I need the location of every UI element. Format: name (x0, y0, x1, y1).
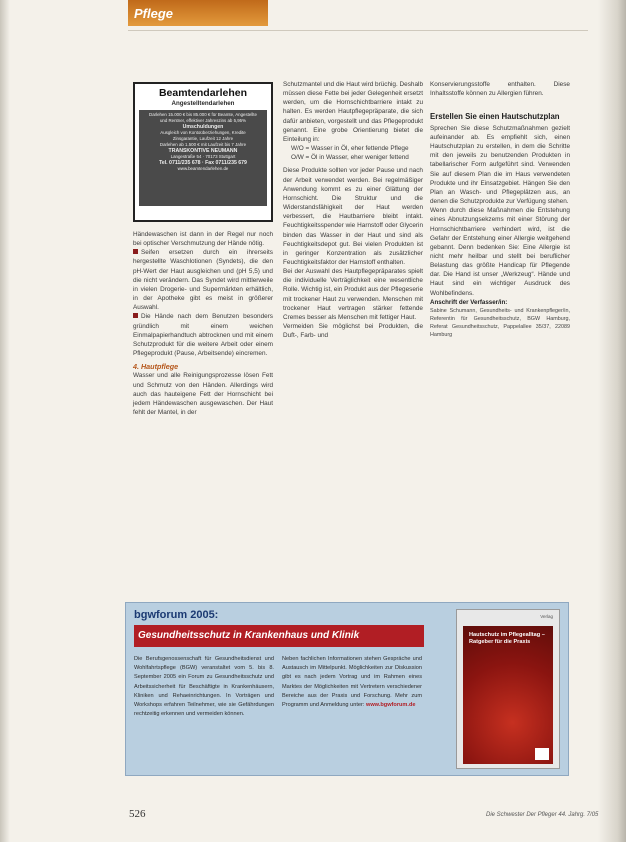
banner-text-middle (282, 655, 422, 710)
ad-line: und Rentner, effektiver Jahreszins ab 5,95% (159, 118, 247, 123)
banner-text-left: Die Berufsgenossenschaft für Gesundheitsdienst und Wohlfahrtspflege (BGW) veranstaltet vom 5. bis 8. September 2005 ein Forum zu Gesundheitsschutz und Arbeitssicherheit für Beschäftigte in Krankenhäusern, Kliniken und Rehaeinrichtungen. In Vorträgen und Workshops erfahren Teilnehmer, wie sie Gefährdungen rechtzeitig erkennen und vermeiden können. (134, 656, 274, 718)
paragraph: Sprechen Sie diese Schutzmaßnahmen gezielt aufeinander ab. Es empfiehlt sich, einen Hautschutzplan zu erstellen, in dem die Schritte mit den jeweils zu benutzenden Produkten in tabellarischer Form aufgeführt sind. Verwenden Sie auf diesem Plan die im Haus verwendeten Produkte und ihr Einsatzgebiet. Hängen Sie den Plan an Wasch- und Pflegeplätzen aus, an denen die Schutzprodukte zur Verfügung stehen. (430, 124, 570, 206)
paragraph: Schutzmantel und die Haut wird brüchig. Deshalb müssen diese Fette bei jeder Gelegenheit ersetzt werden, um die Hornschichtbarriere intakt zu halten. Es werden Hautpflegepräparate, die sich dafür anbieten, vorgestellt und das Pflegeprodukt genannt. Eine grobe Orientierung bietet die Einteilung in: (283, 81, 423, 143)
ad-line: Ausgleich von Kontoüberziehungen, Kredite (160, 130, 246, 135)
section-label: Pflege (134, 6, 174, 21)
ad-line: Darlehen 15.000 € bis 85.000 € für Beamte, Angestellte (149, 112, 257, 117)
paragraph: Wenn durch diese Maßnahmen die Entstehung eines Abnutzungsekzems mit einer Störung der Hornschichtbarriere verhindert wird, ist die Gefahr der Entstehung einer Allergie weitgehend gebannt. Denn bedenken Sie: Eine Allergie ist nicht mehr heilbar und stellt bei beruflicher Belastung das größte Handicap für Pflegende dar. Die Hand ist unser „Werkzeug“. Hände und Haut sind ein wichtiger Ausdruck des Wohlbefindens. (430, 207, 570, 297)
ad-line: TRANSKONTIVE NEUMANN (168, 148, 238, 154)
banner-title: bgwforum 2005: (134, 609, 219, 621)
ad-line: Langestraße 54 · 70173 Stuttgart (170, 154, 236, 159)
banner-subtitle: Gesundheitsschutz in Krankenhaus und Klinik (138, 630, 360, 641)
authors-heading: Anschrift der Verfasser/in: (430, 298, 508, 306)
column-1 (133, 230, 273, 417)
bullet-icon (133, 249, 138, 254)
column-3 (430, 80, 570, 339)
banner-text-middle-body: Neben fachlichen Informationen stehen Gespräche und Austausch im Mittelpunkt. Möglichkeiten zur Diskussion gibt es nach jedem Vortrag und im Rahmen eines Marktes der Möglichkeiten mit Vertretern verschiedener Bereiche aus der Praxis und Forschung. Mehr zum Programm und Anmeldung unter: (282, 656, 422, 709)
top-rule (128, 30, 588, 31)
column-2 (283, 80, 423, 340)
banner-subtitle-bar (134, 625, 424, 647)
page-edge-right (598, 0, 626, 842)
bullet-icon (133, 313, 138, 318)
authors-address: Sabine Schumann, Gesundheits- und Krankenpfleger/in, Referentin für Gesundheitsschutz, BGW Hamburg, Referat Gesundheitsschutz, Pappelallee 35/37, 22089 Hamburg (430, 307, 570, 338)
paragraph: Händewaschen ist dann in der Regel nur noch bei optischer Verschmutzung der Hände nötig. (133, 231, 273, 248)
book-title: Hautschutz im Pflegealltag – Ratgeber für die Praxis (469, 632, 545, 645)
bullet-paragraph (133, 312, 273, 358)
ad-body (139, 110, 267, 206)
page-number: 526 (129, 808, 146, 820)
book-publisher: Verlag (540, 614, 553, 619)
ad-line: Tel. 0711/235 678 · Fax 0711/235 679 (159, 160, 247, 166)
ad-line: Zinsgarantie, Laufzeit 12 Jahre (172, 136, 234, 141)
paragraph: Vermeiden Sie möglichst bei Produkten, die Duft-, Farb- und (283, 323, 423, 340)
paragraph: Wasser und alle Reinigungsprozesse lösen Fett und Schmutz von den Händen. Allerdings wird auch das hauteigene Fett der Hornschicht bei jedem Händewaschen ausgewaschen. Der Haut fehlt der Mantel, in der (133, 372, 273, 416)
publisher-logo-icon (535, 748, 549, 760)
ad-line: www.beamtendarlehen.de (177, 166, 229, 171)
ad-line: Darlehen ab 1.500 € mit Laufzeit bis 7 Jahre (159, 142, 247, 147)
section-heading: Erstellen Sie einen Hautschutzplan (430, 112, 560, 122)
ad-title: Beamtendarlehen (158, 87, 248, 99)
loan-advertisement (133, 82, 273, 222)
bgwforum-banner (125, 602, 569, 776)
bullet-text: Die Hände nach dem Benutzen besonders gründlich mit einem weichen Einmalpapierhandtuch abtrocknen und mit einem Schutzprodukt für die weitere Arbeit oder einem Pflegeprodukt (Pause, Arbeitsende) eincremen. (133, 313, 273, 358)
bullet-text: Seifen ersetzen durch ein ihrerseits hergestellte Waschlotionen (Syndets), die den pH-Wert der Haut ausgleichen und (pH 5,5) und die nicht verändern. Das Syndet wird mittlerweile in vielen Drogerie- und Supermärkten erhältlich, in der Apotheke gibt es meist in größerer Auswahl. (133, 249, 273, 312)
paragraph: Bei der Auswahl des Hautpflegepräparates spielt die individuelle Verträglichkeit eine wesentliche Rolle. Wichtig ist, ein Produkt aus der Pflegeserie mit trockener Haut zu verwenden. Menschen mit trockener Haut vertragen stärker fettende Cremes besser als Menschen mit fettiger Haut. (283, 268, 423, 321)
book-cover-image (456, 609, 560, 769)
paragraph: Diese Produkte sollten vor jeder Pause und nach der Arbeit verwendet werden. Bei regelmäßiger Anwendung kommt es zu einer Glättung der Hornschicht. Die Struktur und die Widerstandsfähigkeit der Haut werden verbessert, die Hautbarriere bleibt intakt. Feuchtigkeitsspender wie Harnstoff oder Glycerin binden das Wasser in der Haut und sind als Feuchtigkeitsdepot gut. Bei vielen Produkten ist in geringer Konzentration als zusätzlicher Feuchtigkeitsfaktor der Harnstoff enthalten. (283, 167, 423, 266)
ad-line: Umschuldungen (182, 124, 224, 130)
definition-ow: O/W = Öl in Wasser, eher weniger fettend (291, 154, 409, 162)
definition-wo: W/O = Wasser in Öl, eher fettende Pflege (291, 145, 409, 153)
bgwforum-link[interactable]: www.bgwforum.de (365, 702, 416, 709)
journal-footer: Die Schwester Der Pfleger 44. Jahrg. 7/05 (486, 812, 599, 818)
paragraph: Konservierungsstoffe enthalten. Diese Inhaltsstoffe können zu Allergien führen. (430, 81, 570, 98)
book-cover-art (463, 626, 553, 764)
page-edge-left (0, 0, 10, 842)
bullet-paragraph (133, 248, 273, 312)
section-heading: 4. Hautpflege (133, 362, 179, 372)
ad-subtitle: Angestelltendarlehen (171, 100, 235, 107)
